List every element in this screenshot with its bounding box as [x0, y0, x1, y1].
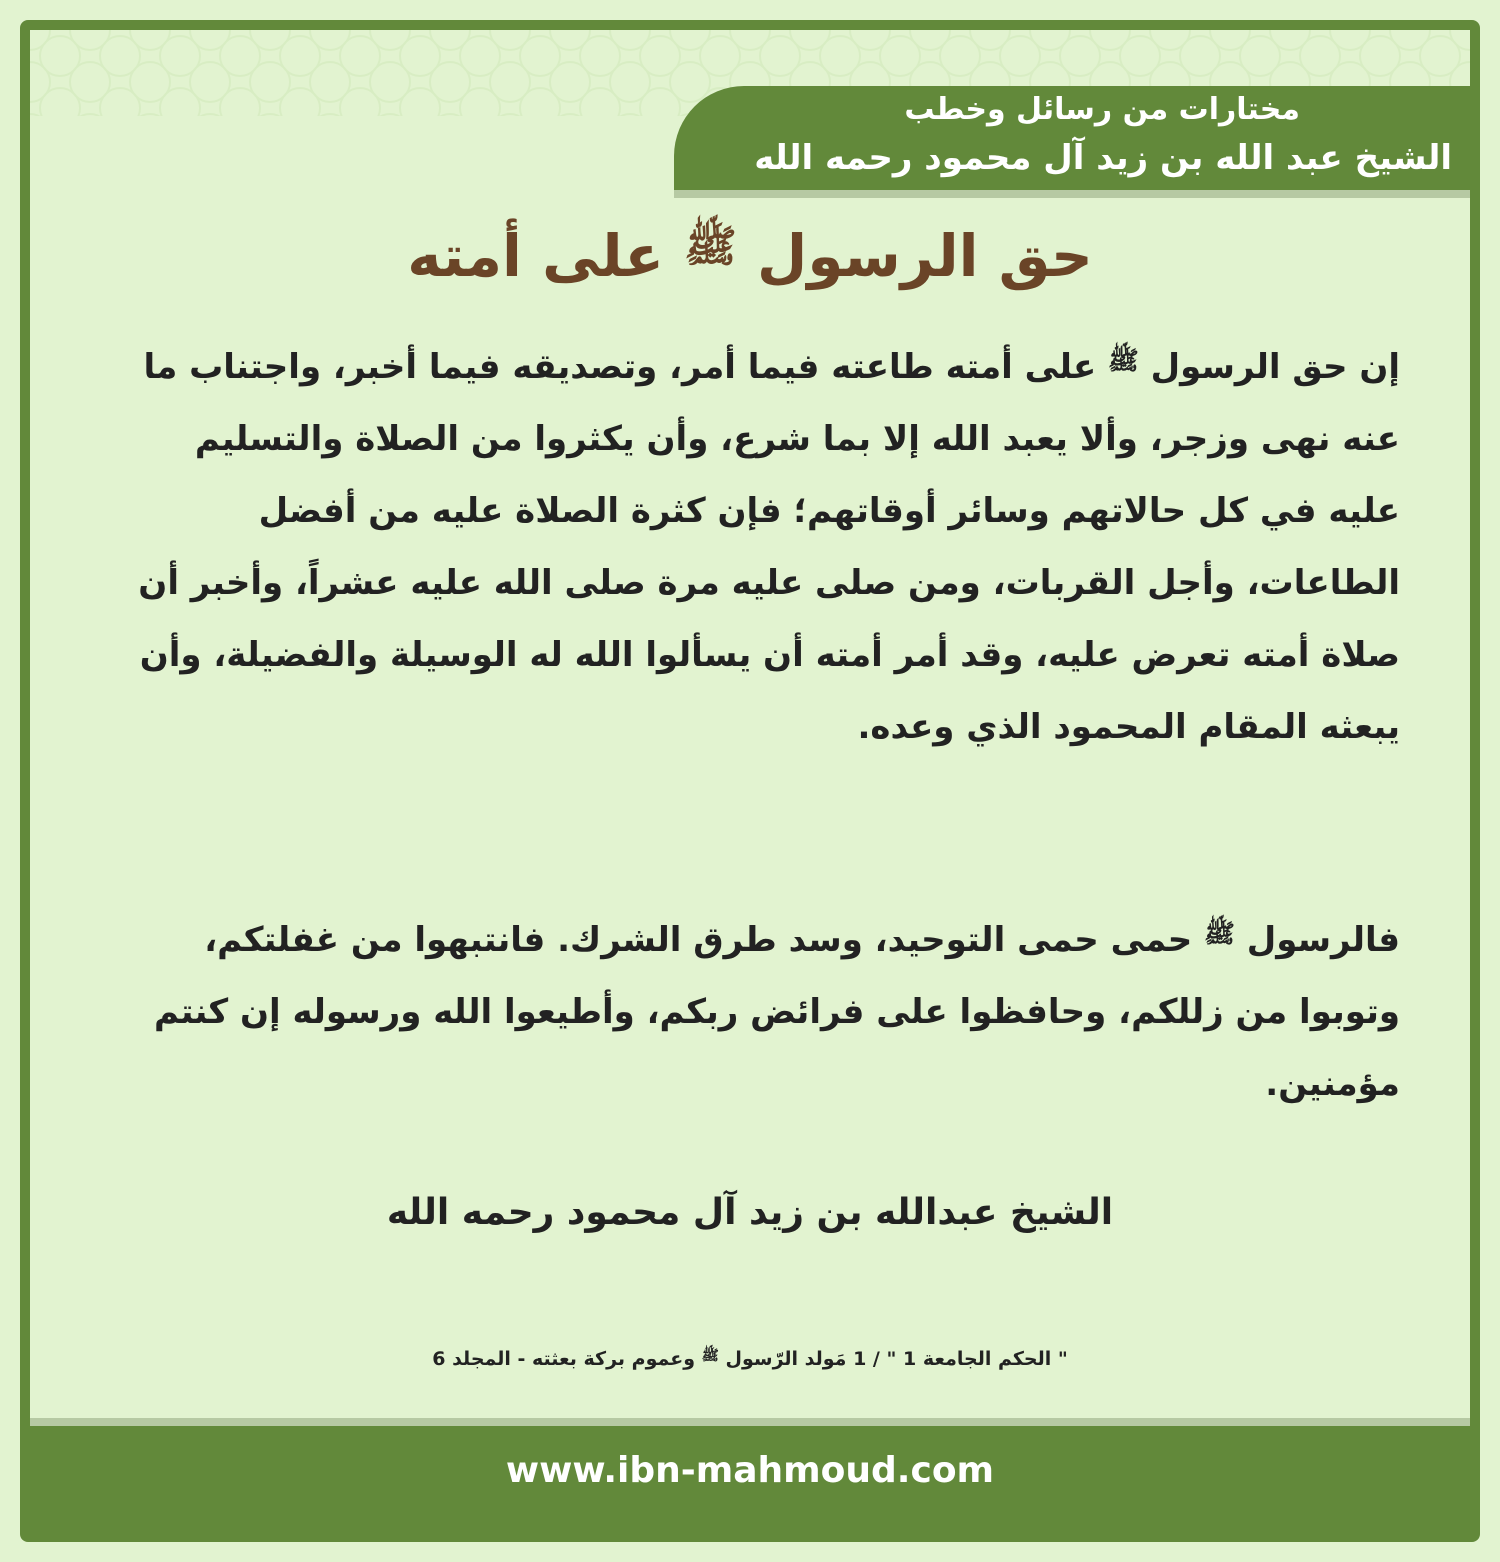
page-title: [30, 220, 1470, 290]
footer-divider: [30, 1418, 1470, 1426]
salawat-glyph: ﷺ: [1204, 919, 1235, 949]
website-link[interactable]: www.ibn-mahmoud.com: [505, 1450, 995, 1491]
header-series-title: مختارات من رسائل وخطب: [904, 92, 1300, 127]
author-signature: الشيخ عبدالله بن زيد آل محمود رحمه الله: [386, 1192, 1114, 1233]
title-text-start: حق الرسول: [757, 222, 1093, 291]
header-author: الشيخ عبد الله بن زيد آل محمود رحمه الله: [754, 138, 1452, 178]
title-text-end: على أمته: [407, 222, 665, 291]
paragraph-2-start: فالرسول: [1246, 919, 1400, 960]
source-citation-start: " الحكم الجامعة 1 " / 1 مَولد الرّسول: [725, 1348, 1068, 1370]
salawat-glyph: ﷺ: [701, 1348, 719, 1365]
content-card: [30, 30, 1470, 1418]
paragraph-2-rest: حمى حمى التوحيد، وسد طرق الشرك. فانتبهوا من غفلتكم، وتوبوا من زللكم، وحافظوا على فرائض ربكم، وأطيعوا الله ورسوله إن كنتم مؤمنين.: [153, 919, 1400, 1104]
paragraph-1: [120, 325, 1400, 763]
paragraph-1-rest: على أمته طاعته فيما أمر، وتصديقه فيما أخبر، واجتناب ما عنه نهى وزجر، وألا يعبد الله إلا بما شرع، وأن يكثروا من الصلاة والتسليم عليه في كل حالاتهم وسائر أوقاتهم؛ فإن كثرة الصلاة عليه من أفضل الطاعات، وأجل القربات، ومن صلى عليه مرة صلى الله عليه عشراً، وأخبر أن صلاة أمته تعرض عليه، وقد أمر أمته أن يسألوا الله له الوسيلة والفضيلة، وأن يبعثه المقام المحمود الذي وعده.: [138, 346, 1400, 747]
salawat-glyph: ﷺ: [684, 222, 737, 272]
paragraph-2: [120, 898, 1400, 1120]
salawat-glyph: ﷺ: [1108, 346, 1139, 376]
header-banner: [674, 86, 1470, 198]
paragraph-1-start: إن حق الرسول: [1150, 346, 1400, 387]
source-citation: [30, 1348, 1470, 1370]
source-citation-end: وعموم بركة بعثته - المجلد 6: [432, 1348, 696, 1370]
